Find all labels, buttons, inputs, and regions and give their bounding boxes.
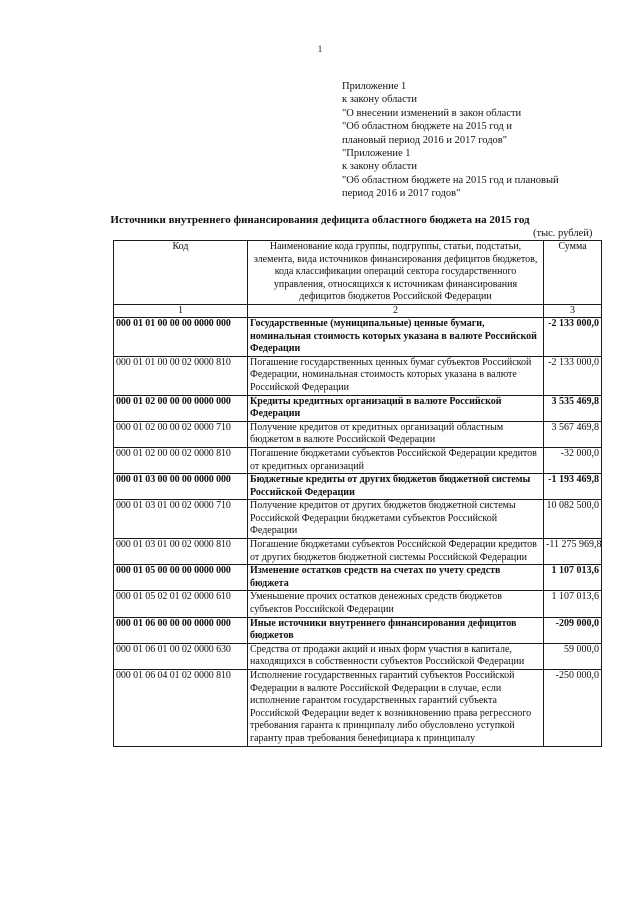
table-row — [114, 317, 602, 356]
column-number: 2 — [248, 304, 544, 317]
table-row — [114, 474, 602, 500]
row-name: Исполнение государственных гарантий субъектов Российской Федерации в валюте Российской Федерации в случае, если исполнение гарантом государственных гарантий субъекта Российской Федерации ведет к возникновению права регрессного требования гаранта к принципалу либо обусловлено уступкой гаранту прав требования бенефициара к принципалу — [248, 670, 544, 747]
row-code: 000 01 05 02 01 02 0000 610 — [114, 591, 248, 617]
row-sum: -1 193 469,8 — [544, 474, 602, 500]
appendix-line: к закону области — [342, 94, 417, 106]
row-code: 000 01 03 01 00 02 0000 810 — [114, 539, 248, 565]
units-label: (тыс. рублей) — [533, 228, 593, 239]
table-row — [114, 500, 602, 539]
row-name: Государственные (муниципальные) ценные бумаги, номинальная стоимость которых указана в валюте Российской Федерации — [248, 317, 544, 356]
row-code: 000 01 01 00 00 02 0000 810 — [114, 356, 248, 395]
row-sum: 1 107 013,6 — [544, 591, 602, 617]
appendix-line: "Приложение 1 — [342, 148, 411, 160]
table-header-row — [114, 241, 602, 305]
row-name: Иные источники внутреннего финансирования дефицитов бюджетов — [248, 617, 544, 643]
row-code: 000 01 02 00 00 00 0000 000 — [114, 395, 248, 421]
table-row — [114, 591, 602, 617]
table-row — [114, 356, 602, 395]
row-code: 000 01 03 01 00 02 0000 710 — [114, 500, 248, 539]
row-code: 000 01 06 01 00 02 0000 630 — [114, 643, 248, 669]
document-title: Источники внутреннего финансирования дефицита областного бюджета на 2015 год — [110, 214, 530, 226]
row-name: Получение кредитов от других бюджетов бюджетной системы Российской Федерации бюджетами субъектов Российской Федерации — [248, 500, 544, 539]
row-sum: 3 567 469,8 — [544, 421, 602, 447]
header-sum: Сумма — [544, 241, 602, 305]
row-name: Погашение государственных ценных бумаг субъектов Российской Федерации, номинальная стоимость которых указана в валюте Российской Федерации — [248, 356, 544, 395]
table-body — [114, 304, 602, 746]
row-sum: 1 107 013,6 — [544, 565, 602, 591]
row-sum: -2 133 000,0 — [544, 317, 602, 356]
header-name: Наименование кода группы, подгруппы, статьи, подстатьи, элемента, вида источников финансирования дефицитов бюджетов, кода классификации операций сектора государственного управления, относящихся к источникам финансирования дефицитов бюджетов Российской Федерации — [248, 241, 544, 305]
row-sum: -209 000,0 — [544, 617, 602, 643]
column-number: 1 — [114, 304, 248, 317]
table-row — [114, 447, 602, 473]
appendix-line: к закону области — [342, 161, 417, 173]
row-name: Получение кредитов от кредитных организаций областным бюджетом в валюте Российской Федерации — [248, 421, 544, 447]
row-sum: -2 133 000,0 — [544, 356, 602, 395]
row-name: Изменение остатков средств на счетах по учету средств бюджета — [248, 565, 544, 591]
table-row — [114, 617, 602, 643]
table-row — [114, 643, 602, 669]
page-number: 1 — [317, 44, 323, 54]
row-sum: 59 000,0 — [544, 643, 602, 669]
row-name: Бюджетные кредиты от других бюджетов бюджетной системы Российской Федерации — [248, 474, 544, 500]
financing-sources-table — [113, 240, 602, 747]
appendix-line: "Об областном бюджете на 2015 год и плановый — [342, 174, 559, 186]
row-name: Погашение бюджетами субъектов Российской Федерации кредитов от кредитных организаций — [248, 447, 544, 473]
row-code: 000 01 05 00 00 00 0000 000 — [114, 565, 248, 591]
row-name: Кредиты кредитных организаций в валюте Российской Федерации — [248, 395, 544, 421]
table-row — [114, 565, 602, 591]
row-name: Погашение бюджетами субъектов Российской Федерации кредитов от других бюджетов бюджетной системы Российской Федерации — [248, 539, 544, 565]
row-sum: -32 000,0 — [544, 447, 602, 473]
appendix-line: Приложение 1 — [342, 81, 407, 92]
table-row — [114, 670, 602, 747]
row-name: Уменьшение прочих остатков денежных средств бюджетов субъектов Российской Федерации — [248, 591, 544, 617]
header-code: Код — [114, 241, 248, 305]
table-row — [114, 539, 602, 565]
row-code: 000 01 02 00 00 02 0000 810 — [114, 447, 248, 473]
row-code: 000 01 02 00 00 02 0000 710 — [114, 421, 248, 447]
table-row — [114, 421, 602, 447]
row-sum: -250 000,0 — [544, 670, 602, 747]
row-code: 000 01 03 00 00 00 0000 000 — [114, 474, 248, 500]
appendix-line: плановый период 2016 и 2017 годов" — [342, 134, 508, 146]
column-number-row — [114, 304, 602, 317]
table-row — [114, 395, 602, 421]
appendix-line: "Об областном бюджете на 2015 год и — [342, 121, 513, 133]
appendix-line: "О внесении изменений в закон области — [342, 107, 522, 119]
row-code: 000 01 01 00 00 00 0000 000 — [114, 317, 248, 356]
row-sum: 3 535 469,8 — [544, 395, 602, 421]
row-sum: 10 082 500,0 — [544, 500, 602, 539]
row-code: 000 01 06 04 01 02 0000 810 — [114, 670, 248, 747]
column-number: 3 — [544, 304, 602, 317]
appendix-line: период 2016 и 2017 годов" — [342, 188, 461, 200]
row-code: 000 01 06 00 00 00 0000 000 — [114, 617, 248, 643]
appendix-note — [342, 80, 622, 201]
row-name: Средства от продажи акций и иных форм участия в капитале, находящихся в собственности субъектов Российской Федерации — [248, 643, 544, 669]
row-sum: -11 275 969,8 — [544, 539, 602, 565]
